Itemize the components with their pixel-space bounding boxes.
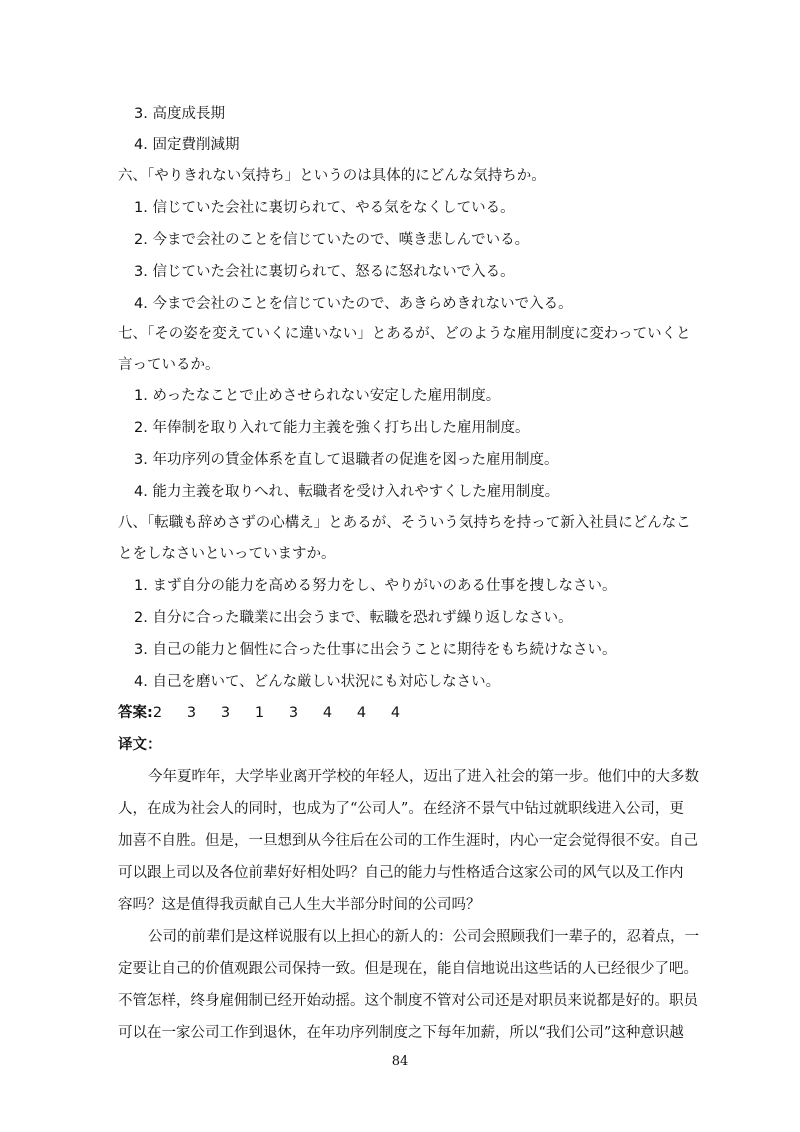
answer-value: 4	[356, 705, 367, 721]
answer-value: 3	[220, 705, 231, 721]
question-line: 言っているか。	[118, 357, 220, 373]
option-line: 3. 自己の能力と個性に合った仕事に出会うことに期待をもち続けなさい。	[134, 642, 617, 658]
translation-line: 人，在成为社会人的同时，也成为了“公司人”。在经济不景气中钻过就职线进入公司，更	[118, 801, 684, 817]
answer-value: 3	[288, 705, 299, 721]
option-line: 4. 自己を磨いて、どんな厳しい状況にも対応しなさい。	[134, 674, 501, 690]
question-line: とをしなさいといっていますか。	[118, 546, 336, 562]
answer-value: 4	[390, 705, 401, 721]
page-number: 84	[391, 1054, 409, 1069]
answer-key	[118, 703, 425, 723]
question-line: 六、「やりきれない気持ち」というのは具体的にどんな気持ちか。	[118, 168, 546, 184]
question-line: 八、「転職も辞めさずの心構え」とあるが、そういう気持ちを持って新入社員にどんなこ	[118, 515, 691, 531]
option-line: 4. 今まで会社のことを信じていたので、あきらめきれないで入る。	[134, 296, 573, 312]
option-line: 4. 能力主義を取りへれ、転職者を受け入れやすくした雇用制度。	[134, 484, 560, 500]
translation-line: 公司的前辈们是这样说服有以上担心的新人的：公司会照顾我们一辈子的，忍着点，一	[148, 929, 699, 945]
translation-line: 定要让自己的价值观跟公司保持一致。但是现在，能自信地说出这些话的人已经很少了吧。	[118, 961, 698, 977]
option-line: 1. めったなことで止めさせられない安定した雇用制度。	[134, 388, 501, 404]
answer-value: 2	[152, 705, 163, 721]
option-line: 1. まず自分の能力を高める努力をし、やりがいのある仕事を捜しなさい。	[134, 578, 617, 594]
translation-line: 可以跟上司以及各位前辈好好相处吗？自己的能力与性格适合这家公司的风气以及工作内	[118, 865, 684, 881]
translation-line: 不管怎样，终身雇佣制已经开始动摇。这个制度不管对公司还是对职员来说都是好的。职员	[118, 993, 698, 1009]
option-line: 4. 固定費削減期	[134, 137, 240, 153]
translation-line: 可以在一家公司工作到退休，在年功序列制度之下每年加薪，所以“我们公司”这种意识越	[118, 1025, 684, 1041]
option-line: 1. 信じていた会社に裏切られて、やる気をなくしている。	[134, 200, 515, 216]
option-line: 3. 高度成長期	[134, 106, 225, 122]
option-line: 3. 年功序列の賃金体系を直して退職者の促進を図った雇用制度。	[134, 452, 559, 468]
translation-label: 译文：	[118, 737, 162, 753]
translation-line: 今年夏昨年，大学毕业离开学校的年轻人，迈出了进入社会的第一步。他们中的大多数	[148, 769, 699, 785]
option-line: 2. 年俸制を取り入れて能力主義を強く打ち出した雇用制度。	[134, 420, 530, 436]
answer-label: 答案:	[118, 705, 153, 721]
option-line: 3. 信じていた会社に裏切られて、怒るに怒れないで入る。	[134, 264, 515, 280]
translation-line: 容吗？这是值得我贡献自己人生大半部分时间的公司吗？	[118, 897, 481, 913]
option-line: 2. 自分に合った職業に出会うまで、転職を恐れず繰り返しなさい。	[134, 610, 573, 626]
answer-value: 1	[254, 705, 265, 721]
answer-value: 4	[322, 705, 333, 721]
option-line: 2. 今まで会社のことを信じていたので、嘆き悲しんでいる。	[134, 232, 530, 248]
question-line: 七、「その姿を変えていくに違いない」とあるが、どのような雇用制度に変わっていくと	[118, 326, 691, 342]
answer-value: 3	[186, 705, 197, 721]
translation-line: 加喜不自胜。但是，一旦想到从今往后在公司的工作生涯时，内心一定会觉得很不安。自己	[118, 833, 698, 849]
